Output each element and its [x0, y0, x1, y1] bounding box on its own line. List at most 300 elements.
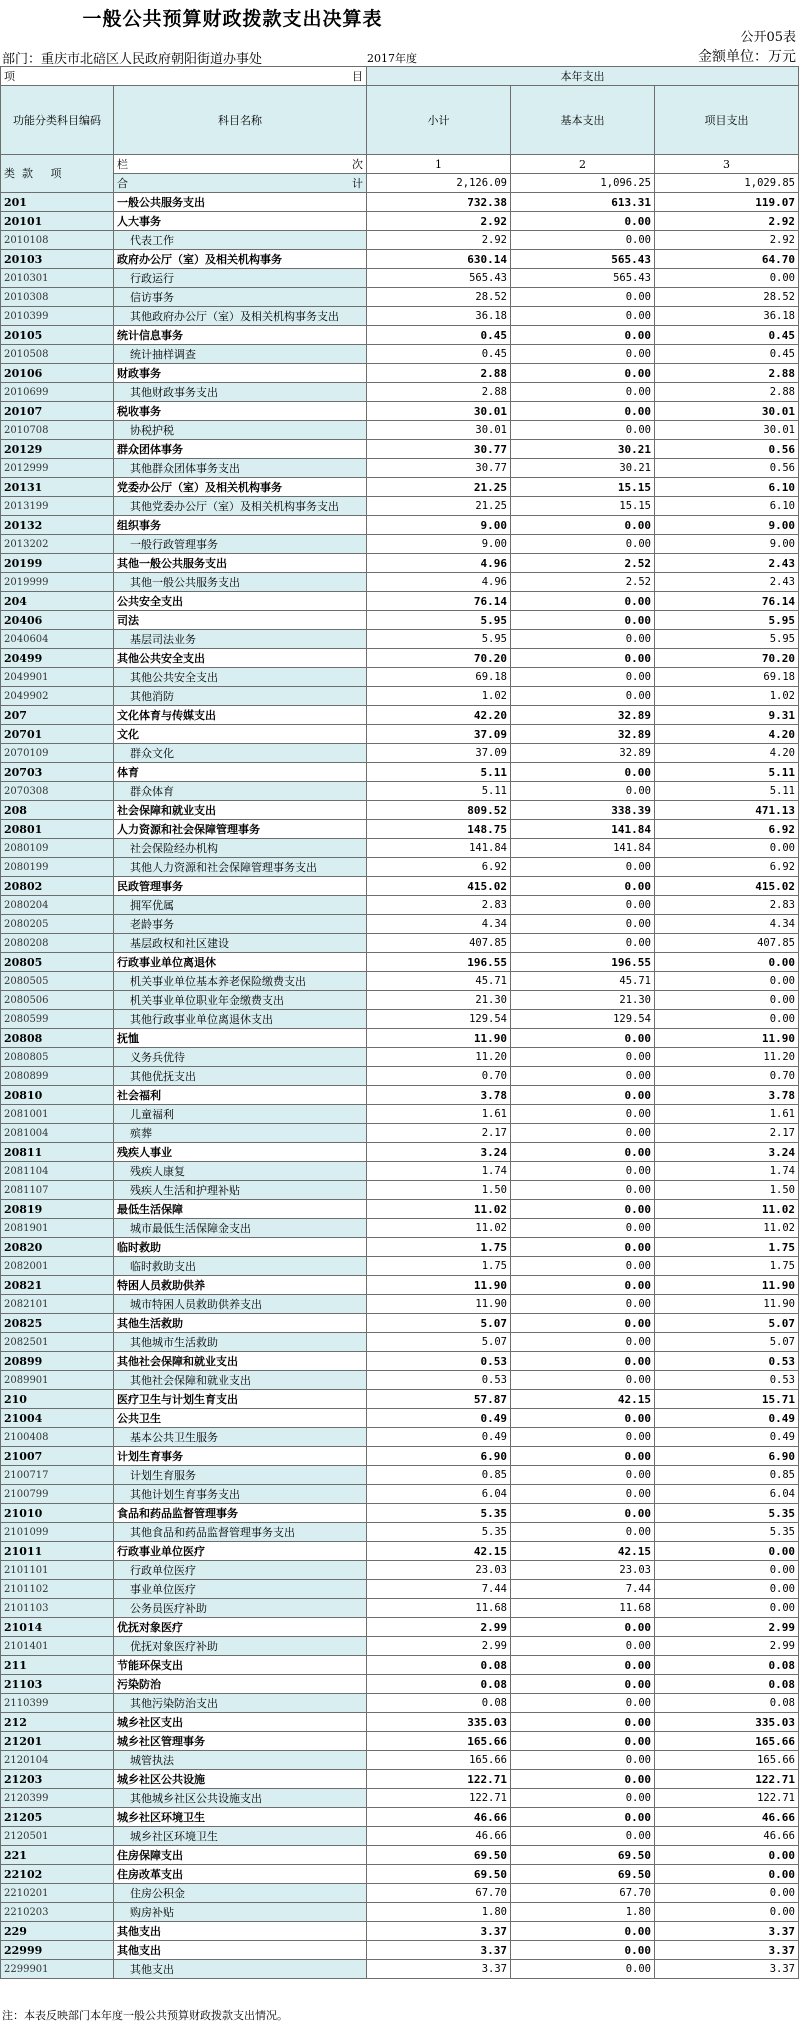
table-row — [1, 307, 799, 326]
row-code: 2082101 — [1, 1295, 114, 1314]
row-name: 其他社会保障和就业支出 — [114, 1371, 367, 1390]
row-subtotal: 1.74 — [367, 1162, 511, 1181]
header-subtotal: 小计 — [367, 86, 511, 155]
table-row — [1, 212, 799, 231]
row-subtotal: 37.09 — [367, 725, 511, 744]
row-code: 2080204 — [1, 896, 114, 915]
row-project: 2.83 — [655, 896, 799, 915]
row-code: 20821 — [1, 1276, 114, 1295]
row-project: 9.00 — [655, 516, 799, 535]
table-row — [1, 402, 799, 421]
table-row — [1, 1124, 799, 1143]
row-project: 5.95 — [655, 611, 799, 630]
row-basic: 21.30 — [511, 991, 655, 1010]
row-basic: 0.00 — [511, 877, 655, 896]
row-code: 20103 — [1, 250, 114, 269]
row-basic: 0.00 — [511, 1295, 655, 1314]
row-subtotal: 28.52 — [367, 288, 511, 307]
row-subtotal: 565.43 — [367, 269, 511, 288]
row-project: 6.10 — [655, 497, 799, 516]
row-project: 2.99 — [655, 1618, 799, 1637]
table-row — [1, 687, 799, 706]
row-code: 21203 — [1, 1770, 114, 1789]
table-row — [1, 1941, 799, 1960]
total-subtotal: 2,126.09 — [367, 174, 511, 193]
table-row — [1, 478, 799, 497]
row-code: 21004 — [1, 1409, 114, 1428]
row-code: 20811 — [1, 1143, 114, 1162]
row-code: 2100717 — [1, 1466, 114, 1485]
row-basic: 0.00 — [511, 1219, 655, 1238]
row-code: 21010 — [1, 1504, 114, 1523]
row-subtotal: 809.52 — [367, 801, 511, 820]
row-subtotal: 335.03 — [367, 1713, 511, 1732]
row-project: 5.07 — [655, 1314, 799, 1333]
row-name: 城乡社区管理事务 — [114, 1732, 367, 1751]
row-basic: 0.00 — [511, 326, 655, 345]
table-row — [1, 972, 799, 991]
row-name: 其他一般公共服务支出 — [114, 573, 367, 592]
row-subtotal: 11.20 — [367, 1048, 511, 1067]
row-name: 文化 — [114, 725, 367, 744]
row-project: 415.02 — [655, 877, 799, 896]
row-subtotal: 4.34 — [367, 915, 511, 934]
table-row — [1, 1181, 799, 1200]
row-name: 组织事务 — [114, 516, 367, 535]
row-project: 335.03 — [655, 1713, 799, 1732]
row-name: 群众体育 — [114, 782, 367, 801]
row-name: 临时救助支出 — [114, 1257, 367, 1276]
row-name: 财政事务 — [114, 364, 367, 383]
row-basic: 0.00 — [511, 1637, 655, 1656]
row-code: 20805 — [1, 953, 114, 972]
row-basic: 0.00 — [511, 1618, 655, 1637]
row-subtotal: 407.85 — [367, 934, 511, 953]
row-basic: 42.15 — [511, 1542, 655, 1561]
table-row — [1, 744, 799, 763]
row-name: 节能环保支出 — [114, 1656, 367, 1675]
table-row — [1, 592, 799, 611]
row-name: 食品和药品监督管理事务 — [114, 1504, 367, 1523]
row-name: 儿童福利 — [114, 1105, 367, 1124]
row-subtotal: 165.66 — [367, 1751, 511, 1770]
header-lanci — [114, 155, 367, 174]
row-basic: 0.00 — [511, 630, 655, 649]
row-basic: 0.00 — [511, 1371, 655, 1390]
table-row — [1, 1770, 799, 1789]
row-basic: 0.00 — [511, 1314, 655, 1333]
row-name: 其他生活救助 — [114, 1314, 367, 1333]
row-code: 21201 — [1, 1732, 114, 1751]
row-name: 临时救助 — [114, 1238, 367, 1257]
row-project: 0.00 — [655, 991, 799, 1010]
row-subtotal: 30.77 — [367, 459, 511, 478]
row-code: 21205 — [1, 1808, 114, 1827]
row-name: 基本公共卫生服务 — [114, 1428, 367, 1447]
table-row — [1, 554, 799, 573]
row-name: 行政事业单位医疗 — [114, 1542, 367, 1561]
row-project: 0.53 — [655, 1371, 799, 1390]
table-row — [1, 1314, 799, 1333]
row-subtotal: 23.03 — [367, 1561, 511, 1580]
row-subtotal: 70.20 — [367, 649, 511, 668]
row-subtotal: 2.92 — [367, 231, 511, 250]
row-project: 0.00 — [655, 1542, 799, 1561]
row-basic: 0.00 — [511, 1713, 655, 1732]
row-basic: 0.00 — [511, 1466, 655, 1485]
row-subtotal: 196.55 — [367, 953, 511, 972]
row-project: 2.92 — [655, 231, 799, 250]
row-basic: 338.39 — [511, 801, 655, 820]
table-row — [1, 1466, 799, 1485]
row-project: 1.61 — [655, 1105, 799, 1124]
row-code: 20131 — [1, 478, 114, 497]
row-basic: 0.00 — [511, 231, 655, 250]
row-subtotal: 0.85 — [367, 1466, 511, 1485]
row-basic: 0.00 — [511, 1770, 655, 1789]
row-name: 群众团体事务 — [114, 440, 367, 459]
fiscal-year: 2017年度 — [367, 52, 417, 65]
row-name: 其他行政事业单位离退休支出 — [114, 1010, 367, 1029]
row-subtotal: 11.02 — [367, 1200, 511, 1219]
row-code: 2010508 — [1, 345, 114, 364]
row-subtotal: 2.17 — [367, 1124, 511, 1143]
row-code: 2010108 — [1, 231, 114, 250]
table-row — [1, 1257, 799, 1276]
row-name: 公共卫生 — [114, 1409, 367, 1428]
row-project: 0.00 — [655, 1561, 799, 1580]
row-code: 2010399 — [1, 307, 114, 326]
info-bar — [0, 44, 800, 66]
row-project: 0.45 — [655, 326, 799, 345]
row-subtotal: 0.08 — [367, 1694, 511, 1713]
row-code: 2012999 — [1, 459, 114, 478]
row-project: 1.75 — [655, 1257, 799, 1276]
row-code: 20107 — [1, 402, 114, 421]
row-name: 社会福利 — [114, 1086, 367, 1105]
table-row — [1, 1922, 799, 1941]
row-name: 残疾人生活和护理补贴 — [114, 1181, 367, 1200]
row-subtotal: 36.18 — [367, 307, 511, 326]
row-basic: 0.00 — [511, 1485, 655, 1504]
row-basic: 0.00 — [511, 649, 655, 668]
row-basic: 0.00 — [511, 1827, 655, 1846]
row-code: 212 — [1, 1713, 114, 1732]
row-code: 2299901 — [1, 1960, 114, 1979]
row-code: 21007 — [1, 1447, 114, 1466]
row-code: 2101101 — [1, 1561, 114, 1580]
row-basic: 0.00 — [511, 1808, 655, 1827]
table-row — [1, 839, 799, 858]
row-project: 11.02 — [655, 1200, 799, 1219]
row-basic: 32.89 — [511, 725, 655, 744]
row-subtotal: 11.02 — [367, 1219, 511, 1238]
table-row — [1, 725, 799, 744]
row-basic: 0.00 — [511, 782, 655, 801]
row-subtotal: 9.00 — [367, 516, 511, 535]
row-project: 3.78 — [655, 1086, 799, 1105]
row-code: 2081901 — [1, 1219, 114, 1238]
header-mu-label: 目 — [352, 69, 363, 83]
row-code: 20825 — [1, 1314, 114, 1333]
row-subtotal: 1.75 — [367, 1238, 511, 1257]
table-row — [1, 1599, 799, 1618]
table-row — [1, 630, 799, 649]
row-project: 1.74 — [655, 1162, 799, 1181]
row-subtotal: 2.83 — [367, 896, 511, 915]
table-row — [1, 1200, 799, 1219]
row-project: 2.43 — [655, 573, 799, 592]
row-name: 人力资源和社会保障管理事务 — [114, 820, 367, 839]
header-current-year: 本年支出 — [367, 67, 799, 86]
row-code: 2081001 — [1, 1105, 114, 1124]
row-subtotal: 69.50 — [367, 1865, 511, 1884]
row-basic: 196.55 — [511, 953, 655, 972]
row-project: 0.08 — [655, 1675, 799, 1694]
row-code: 211 — [1, 1656, 114, 1675]
row-name: 其他社会保障和就业支出 — [114, 1352, 367, 1371]
row-basic: 0.00 — [511, 1181, 655, 1200]
row-name: 殡葬 — [114, 1124, 367, 1143]
row-name: 公共安全支出 — [114, 592, 367, 611]
row-basic: 0.00 — [511, 1694, 655, 1713]
row-code: 2080208 — [1, 934, 114, 953]
row-basic: 0.00 — [511, 364, 655, 383]
row-subtotal: 0.08 — [367, 1656, 511, 1675]
row-basic: 67.70 — [511, 1884, 655, 1903]
row-name: 计划生育服务 — [114, 1466, 367, 1485]
table-row — [1, 421, 799, 440]
row-basic: 7.44 — [511, 1580, 655, 1599]
row-subtotal: 732.38 — [367, 193, 511, 212]
row-subtotal: 11.90 — [367, 1295, 511, 1314]
row-code: 20819 — [1, 1200, 114, 1219]
row-name: 其他消防 — [114, 687, 367, 706]
row-subtotal: 0.53 — [367, 1352, 511, 1371]
row-project: 0.49 — [655, 1428, 799, 1447]
row-subtotal: 42.20 — [367, 706, 511, 725]
table-row — [1, 1846, 799, 1865]
table-row — [1, 1352, 799, 1371]
row-code: 2013202 — [1, 535, 114, 554]
row-basic: 129.54 — [511, 1010, 655, 1029]
amount-unit: 金额单位：万元 — [698, 49, 796, 65]
table-row — [1, 1010, 799, 1029]
row-basic: 0.00 — [511, 1276, 655, 1295]
row-code: 229 — [1, 1922, 114, 1941]
row-project: 0.49 — [655, 1409, 799, 1428]
report-title: 一般公共预算财政拨款支出决算表 — [82, 8, 383, 30]
row-name: 城乡社区公共设施 — [114, 1770, 367, 1789]
row-subtotal: 1.61 — [367, 1105, 511, 1124]
table-row — [1, 250, 799, 269]
row-name: 住房改革支出 — [114, 1865, 367, 1884]
row-code: 20199 — [1, 554, 114, 573]
row-code: 204 — [1, 592, 114, 611]
row-basic: 0.00 — [511, 1352, 655, 1371]
row-basic: 0.00 — [511, 1523, 655, 1542]
row-basic: 0.00 — [511, 611, 655, 630]
row-subtotal: 5.35 — [367, 1523, 511, 1542]
row-name: 义务兵优待 — [114, 1048, 367, 1067]
row-project: 3.24 — [655, 1143, 799, 1162]
table-row — [1, 1105, 799, 1124]
row-basic: 0.00 — [511, 896, 655, 915]
row-project: 69.18 — [655, 668, 799, 687]
row-subtotal: 67.70 — [367, 1884, 511, 1903]
total-project: 1,029.85 — [655, 174, 799, 193]
row-name: 其他政府办公厅（室）及相关机构事务支出 — [114, 307, 367, 326]
row-project: 11.90 — [655, 1295, 799, 1314]
row-code: 208 — [1, 801, 114, 820]
row-code: 2082001 — [1, 1257, 114, 1276]
row-code: 2120399 — [1, 1789, 114, 1808]
row-code: 2110399 — [1, 1694, 114, 1713]
row-project: 11.20 — [655, 1048, 799, 1067]
header-basic: 基本支出 — [511, 86, 655, 155]
table-row — [1, 193, 799, 212]
row-project: 119.07 — [655, 193, 799, 212]
row-code: 2049902 — [1, 687, 114, 706]
table-row — [1, 535, 799, 554]
row-project: 5.11 — [655, 763, 799, 782]
row-name: 其他一般公共服务支出 — [114, 554, 367, 573]
row-basic: 0.00 — [511, 687, 655, 706]
row-name: 城市最低生活保障金支出 — [114, 1219, 367, 1238]
row-subtotal: 5.11 — [367, 782, 511, 801]
row-project: 11.90 — [655, 1276, 799, 1295]
row-subtotal: 42.15 — [367, 1542, 511, 1561]
table-row — [1, 782, 799, 801]
row-project: 0.00 — [655, 972, 799, 991]
row-code: 2070109 — [1, 744, 114, 763]
row-name: 残疾人事业 — [114, 1143, 367, 1162]
row-code: 2210201 — [1, 1884, 114, 1903]
row-project: 9.31 — [655, 706, 799, 725]
row-name: 其他污染防治支出 — [114, 1694, 367, 1713]
row-subtotal: 11.90 — [367, 1029, 511, 1048]
row-project: 0.45 — [655, 345, 799, 364]
row-project: 0.00 — [655, 1884, 799, 1903]
row-subtotal: 122.71 — [367, 1770, 511, 1789]
row-subtotal: 148.75 — [367, 820, 511, 839]
row-subtotal: 5.07 — [367, 1314, 511, 1333]
row-basic: 0.00 — [511, 858, 655, 877]
row-name: 信访事务 — [114, 288, 367, 307]
table-row — [1, 1162, 799, 1181]
table-row — [1, 1751, 799, 1770]
row-project: 0.00 — [655, 1010, 799, 1029]
row-basic: 32.89 — [511, 744, 655, 763]
table-row — [1, 1409, 799, 1428]
header-item-cell — [1, 67, 367, 86]
row-project: 0.00 — [655, 1865, 799, 1884]
row-subtotal: 21.25 — [367, 497, 511, 516]
row-code: 221 — [1, 1846, 114, 1865]
row-basic: 0.00 — [511, 915, 655, 934]
row-project: 1.02 — [655, 687, 799, 706]
row-name: 其他群众团体事务支出 — [114, 459, 367, 478]
row-basic: 565.43 — [511, 250, 655, 269]
table-row — [1, 1903, 799, 1922]
row-project: 0.85 — [655, 1466, 799, 1485]
row-basic: 23.03 — [511, 1561, 655, 1580]
row-code: 2049901 — [1, 668, 114, 687]
row-code: 2019999 — [1, 573, 114, 592]
row-name: 行政运行 — [114, 269, 367, 288]
row-subtotal: 630.14 — [367, 250, 511, 269]
row-project: 122.71 — [655, 1770, 799, 1789]
row-code: 2010301 — [1, 269, 114, 288]
row-name: 其他食品和药品监督管理事务支出 — [114, 1523, 367, 1542]
row-project: 3.37 — [655, 1922, 799, 1941]
row-name: 一般公共服务支出 — [114, 193, 367, 212]
row-name: 体育 — [114, 763, 367, 782]
row-name: 社会保障和就业支出 — [114, 801, 367, 820]
row-project: 1.75 — [655, 1238, 799, 1257]
row-basic: 0.00 — [511, 668, 655, 687]
row-code: 2080109 — [1, 839, 114, 858]
table-row — [1, 345, 799, 364]
table-row — [1, 953, 799, 972]
table-row — [1, 801, 799, 820]
row-code: 2013199 — [1, 497, 114, 516]
table-row — [1, 1086, 799, 1105]
header-col1: 1 — [367, 155, 511, 174]
row-code: 21014 — [1, 1618, 114, 1637]
row-subtotal: 415.02 — [367, 877, 511, 896]
row-name: 城乡社区环境卫生 — [114, 1808, 367, 1827]
row-subtotal: 6.04 — [367, 1485, 511, 1504]
table-row — [1, 1808, 799, 1827]
row-project: 2.99 — [655, 1637, 799, 1656]
row-project: 11.02 — [655, 1219, 799, 1238]
table-row — [1, 1732, 799, 1751]
row-basic: 42.15 — [511, 1390, 655, 1409]
table-row — [1, 1485, 799, 1504]
row-basic: 0.00 — [511, 1751, 655, 1770]
row-project: 0.00 — [655, 839, 799, 858]
row-project: 3.37 — [655, 1960, 799, 1979]
row-project: 0.70 — [655, 1067, 799, 1086]
row-project: 3.37 — [655, 1941, 799, 1960]
row-subtotal: 11.68 — [367, 1599, 511, 1618]
row-project: 165.66 — [655, 1732, 799, 1751]
row-project: 5.35 — [655, 1523, 799, 1542]
row-project: 165.66 — [655, 1751, 799, 1770]
table-row — [1, 231, 799, 250]
table-row — [1, 706, 799, 725]
row-basic: 45.71 — [511, 972, 655, 991]
row-code: 207 — [1, 706, 114, 725]
row-project: 0.56 — [655, 459, 799, 478]
row-basic: 69.50 — [511, 1865, 655, 1884]
row-code: 20820 — [1, 1238, 114, 1257]
row-code: 2080199 — [1, 858, 114, 877]
row-project: 2.92 — [655, 212, 799, 231]
row-project: 1.50 — [655, 1181, 799, 1200]
row-project: 6.04 — [655, 1485, 799, 1504]
row-basic: 0.00 — [511, 934, 655, 953]
row-name: 一般行政管理事务 — [114, 535, 367, 554]
total-row — [1, 174, 799, 193]
row-name: 社会保险经办机构 — [114, 839, 367, 858]
table-row — [1, 763, 799, 782]
header-col2: 2 — [511, 155, 655, 174]
header-lei: 类 — [4, 167, 15, 180]
row-code: 21011 — [1, 1542, 114, 1561]
row-subtotal: 6.92 — [367, 858, 511, 877]
